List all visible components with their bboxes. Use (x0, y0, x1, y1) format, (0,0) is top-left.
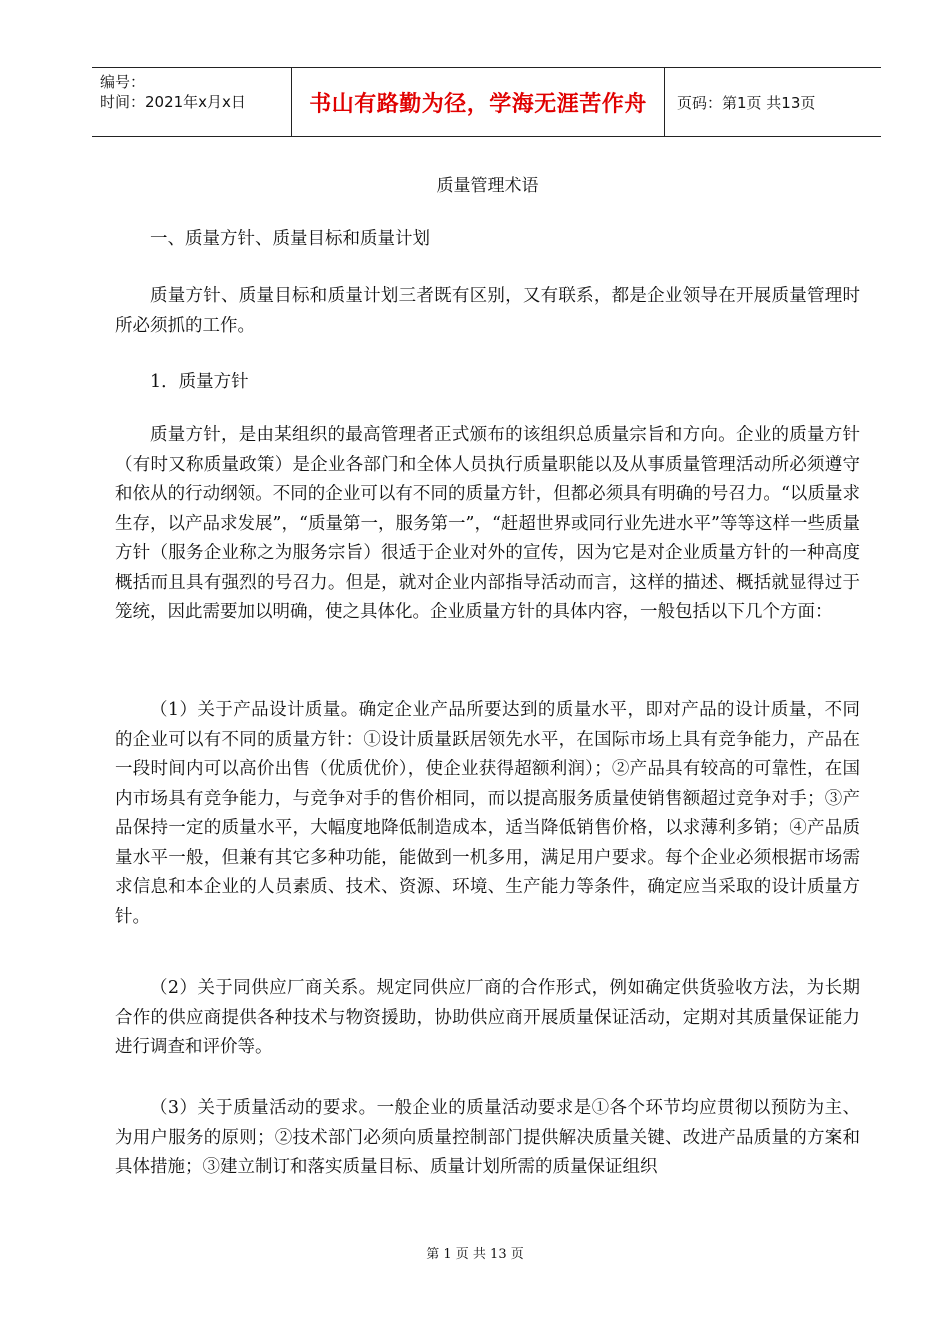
time-label: 时间：2021年x月x日 (100, 93, 246, 111)
header-motto: 书山有路勤为径，学海无涯苦作舟 (292, 68, 665, 136)
header-meta (92, 68, 292, 136)
number-label: 编号： (100, 73, 146, 91)
subsection-heading: 1．质量方针 (150, 372, 249, 392)
document-header (92, 67, 881, 137)
item-3-paragraph: （3）关于质量活动的要求。一般企业的质量活动要求是①各个环节均应贯彻以预防为主、为用户服务的原则；②技术部门必须向质量控制部门提供解决质量关键、改进产品质量的方案和具体措施；③建立制订和落实质量目标、质量计划所需的质量保证组织 (115, 1098, 860, 1177)
item-2-paragraph: （2）关于同供应厂商关系。规定同供应厂商的合作形式，例如确定供货验收方法，为长期合作的供应商提供各种技术与物资援助，协助供应商开展质量保证活动，定期对其质量保证能力进行调查和评价等。 (115, 978, 860, 1057)
section-heading: 一、质量方针、质量目标和质量计划 (150, 229, 430, 249)
page-footer: 第 1 页 共 13 页 (426, 1247, 524, 1262)
policy-paragraph: 质量方针，是由某组织的最高管理者正式颁布的该组织总质量宗旨和方向。企业的质量方针（有时又称质量政策）是企业各部门和全体人员执行质量职能以及从事质量管理活动所必须遵守和依从的行动纲领。不同的企业可以有不同的质量方针，但都必须具有明确的号召力。“以质量求生存，以产品求发展”，“质量第一，服务第一”，“赶超世界或同行业先进水平”等等这样一些质量方针（服务企业称之为服务宗旨）很适于企业对外的宣传，因为它是对企业质量方针的一种高度概括而且具有强烈的号召力。但是，就对企业内部指导活动而言，这样的描述、概括就显得过于笼统，因此需要加以明确，使之具体化。企业质量方针的具体内容，一般包括以下几个方面： (115, 425, 860, 622)
document-title: 质量管理术语 (436, 176, 539, 196)
item-1-paragraph: （1）关于产品设计质量。确定企业产品所要达到的质量水平，即对产品的设计质量，不同的企业可以有不同的质量方针：①设计质量跃居领先水平，在国际市场上具有竞争能力，产品在一段时间内可以高价出售（优质优价），使企业获得超额利润）；②产品具有较高的可靠性，在国内市场具有竞争能力，与竞争对手的售价相同，而以提高服务质量使销售额超过竞争对手；③产品保持一定的质量水平，大幅度地降低制造成本，适当降低销售价格，以求薄利多销；④产品质量水平一般，但兼有其它多种功能，能做到一机多用，满足用户要求。每个企业必须根据市场需求信息和本企业的人员素质、技术、资源、环境、生产能力等条件，确定应当采取的设计质量方针。 (115, 700, 860, 927)
intro-paragraph: 质量方针、质量目标和质量计划三者既有区别，又有联系，都是企业领导在开展质量管理时所必须抓的工作。 (115, 286, 860, 336)
header-page-info: 页码：第1页 共13页 (677, 93, 816, 112)
